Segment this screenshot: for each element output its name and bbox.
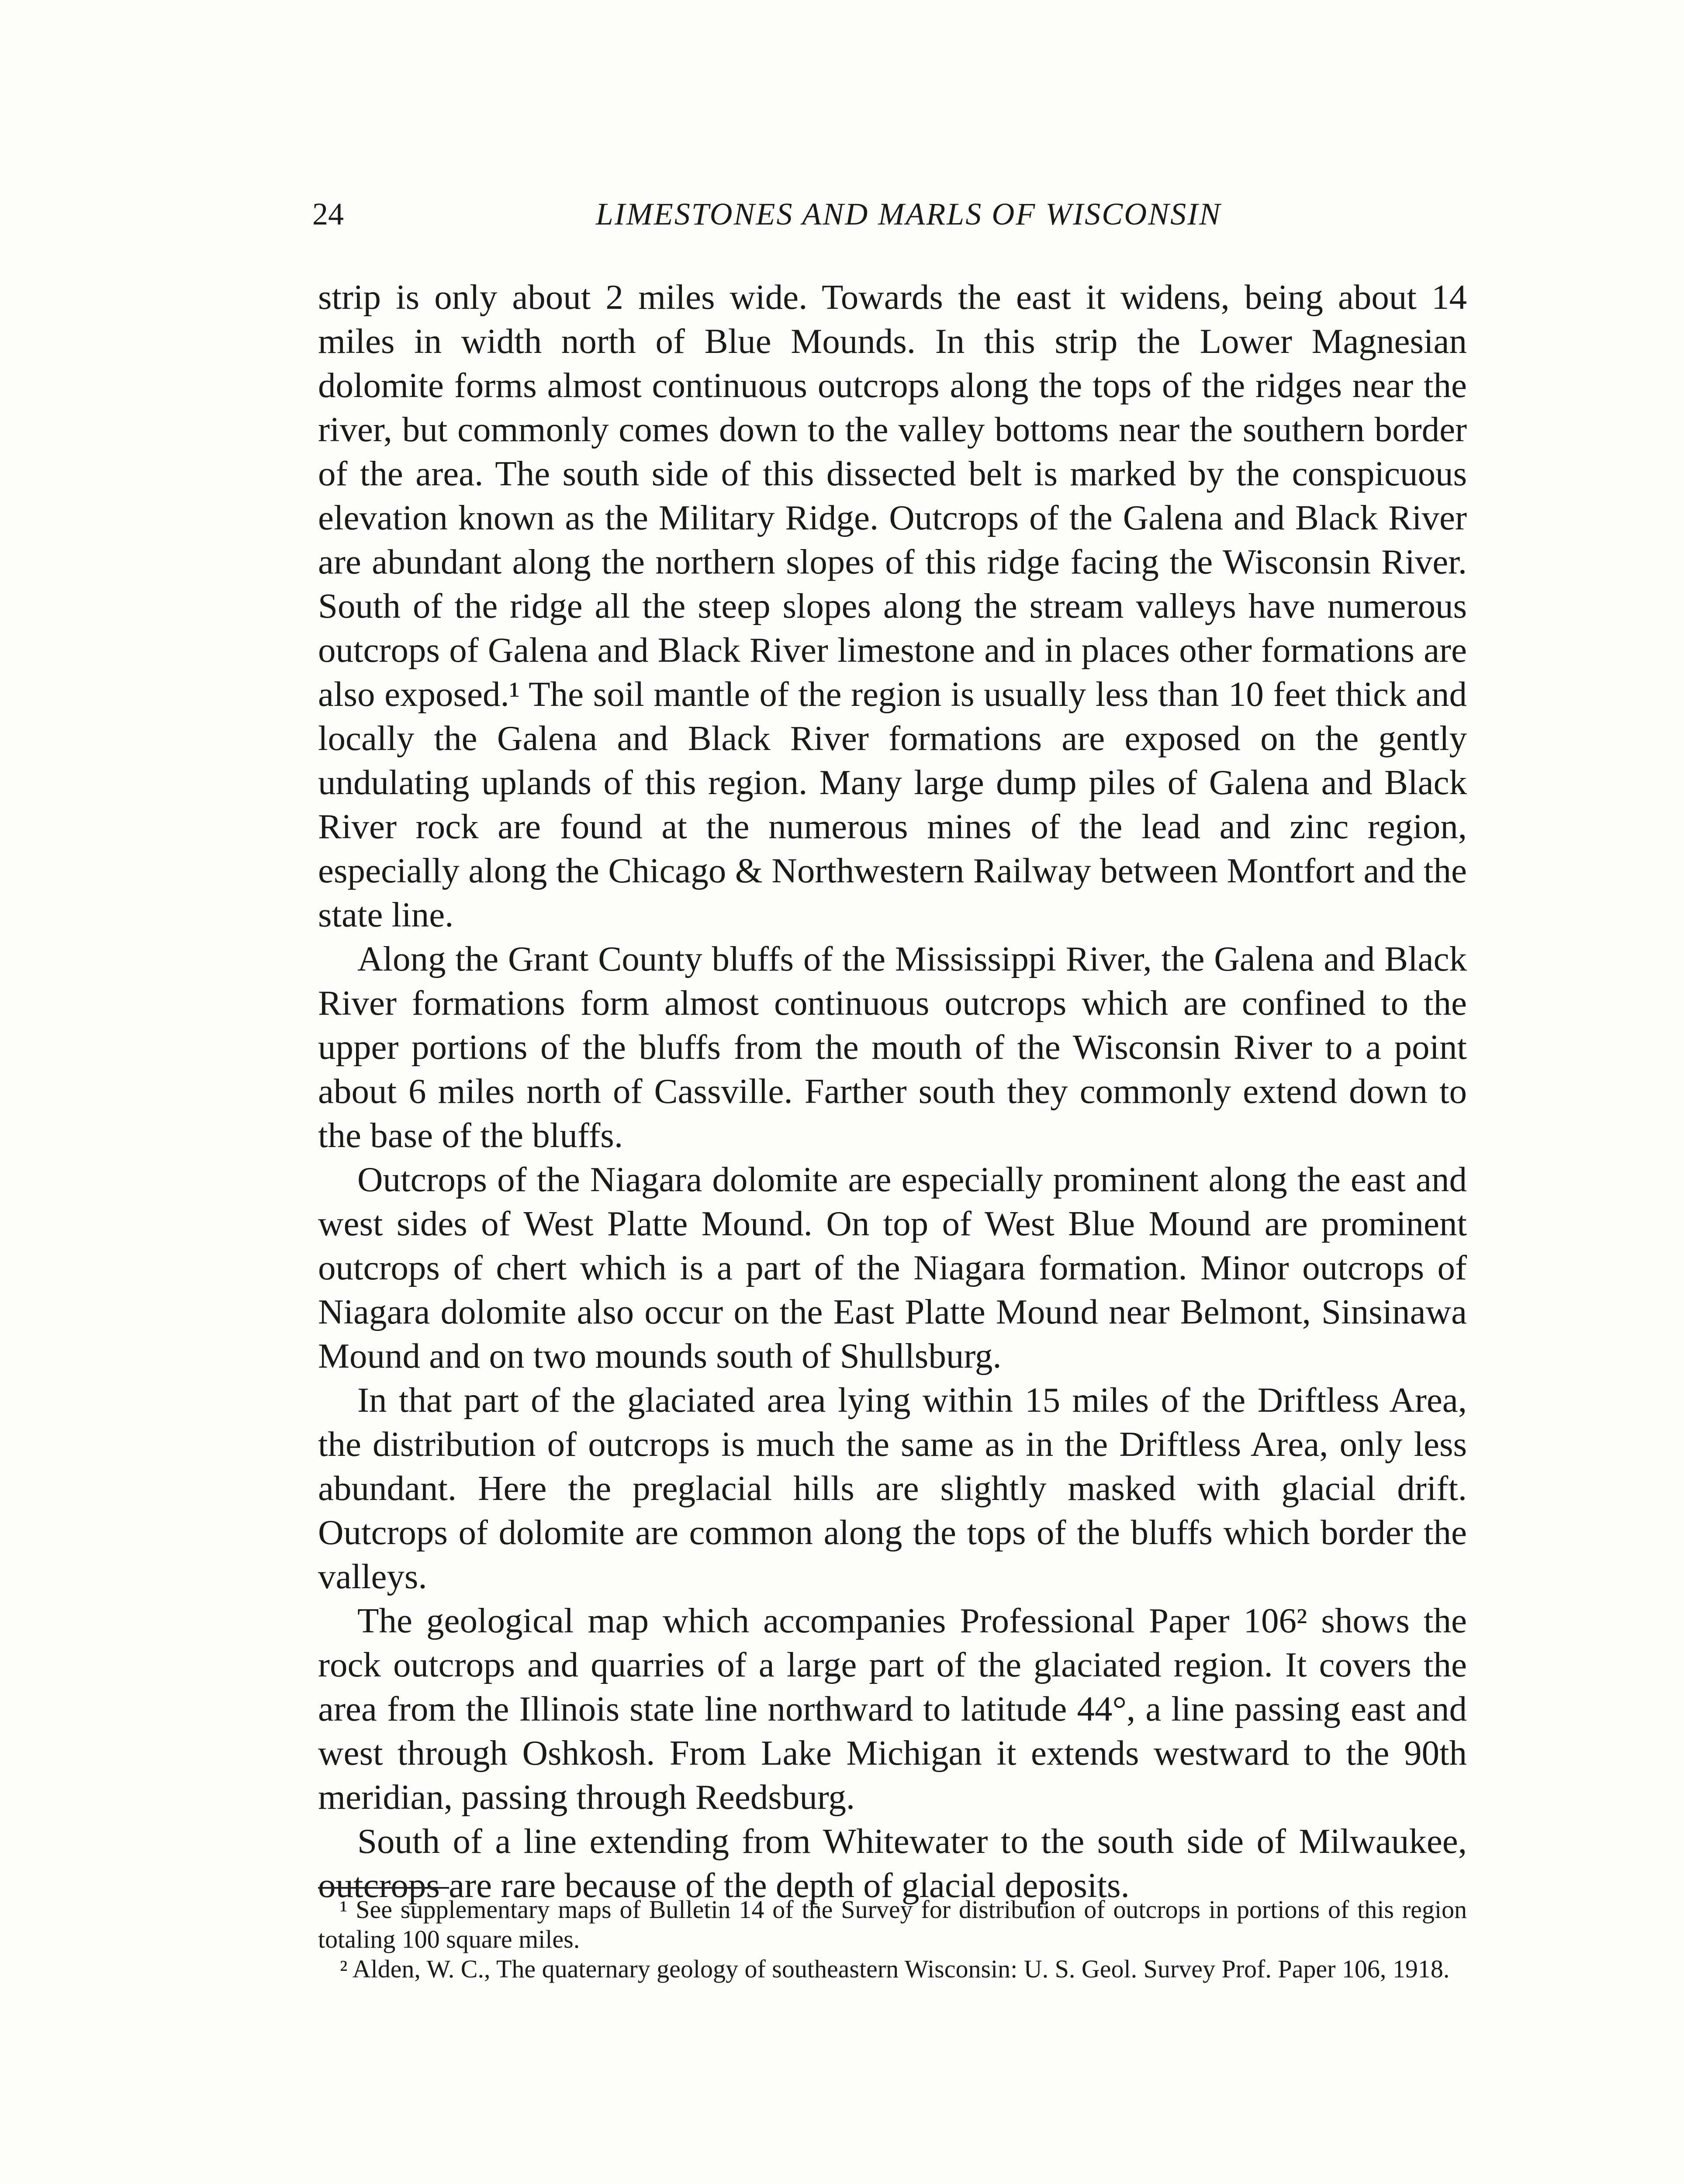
paragraph-6: South of a line extending from Whitewater to the south side of Milwaukee, outcrops are rare because of the depth of glacial deposits. <box>318 1821 1467 1905</box>
footnote-1: ¹ See supplementary maps of Bulletin 14 of the Survey for distribution of outcrops in portions of this region totaling 100 square miles. <box>318 1895 1467 1953</box>
running-title: LIMESTONES AND MARLS OF WISCONSIN <box>595 197 1222 232</box>
paragraph-1: strip is only about 2 miles wide. Towards the east it widens, being about 14 miles in width north of Blue Mounds. In this strip the Lower Magnesian dolomite forms almost continuous outcrops along the tops of the ridges near the river, but commonly comes down to the valley bottoms near the southern border of the area. The south side of this dissected belt is marked by the conspicuous elevation known as the Military Ridge. Outcrops of the Galena and Black River are abundant along the northern slopes of this ridge facing the Wisconsin River. South of the ridge all the steep slopes along the stream valleys have numerous outcrops of Galena and Black River limestone and in places other formations are also exposed.¹ The soil mantle of the region is usually less than 10 feet thick and locally the Galena and Black River formations are exposed on the gently undulating uplands of this region. Many large dump piles of Galena and Black River rock are found at the numerous mines of the lead and zinc region, especially along the Chicago & Northwestern Railway between Montfort and the state line. <box>318 277 1467 934</box>
footnotes <box>318 1895 1467 1984</box>
footnote-2: ² Alden, W. C., The quaternary geology of southeastern Wisconsin: U. S. Geol. Survey Prof. Paper 106, 1918. <box>340 1955 1450 1983</box>
paragraph-5: The geological map which accompanies Professional Paper 106² shows the rock outcrops and quarries of a large part of the glaciated region. It covers the area from the Illinois state line northward to latitude 44°, a line passing east and west through Oshkosh. From Lake Michigan it extends westward to the 90th meridian, passing through Reedsburg. <box>318 1601 1467 1817</box>
paragraph-4: In that part of the glaciated area lying within 15 miles of the Driftless Area, the distribution of outcrops is much the same as in the Driftless Area, only less abundant. Here the preglacial hills are slightly masked with glacial drift. Outcrops of dolomite are common along the tops of the bluffs which border the valleys. <box>318 1380 1467 1596</box>
paragraph-3: Outcrops of the Niagara dolomite are especially prominent along the east and west sides of West Platte Mound. On top of West Blue Mound are prominent outcrops of chert which is a part of the Niagara formation. Minor outcrops of Niagara dolomite also occur on the East Platte Mound near Belmont, Sinsinawa Mound and on two mounds south of Shullsburg. <box>318 1160 1467 1375</box>
page-header <box>312 192 1466 240</box>
page-number: 24 <box>312 197 344 232</box>
paragraph-2: Along the Grant County bluffs of the Mississippi River, the Galena and Black River formations form almost continuous outcrops which are confined to the upper portions of the bluffs from the mouth of the Wisconsin River to a point about 6 miles north of Cassville. Farther south they commonly extend down to the base of the bluffs. <box>318 939 1467 1155</box>
body-text <box>318 275 1467 1908</box>
footnote-divider <box>318 1887 449 1889</box>
